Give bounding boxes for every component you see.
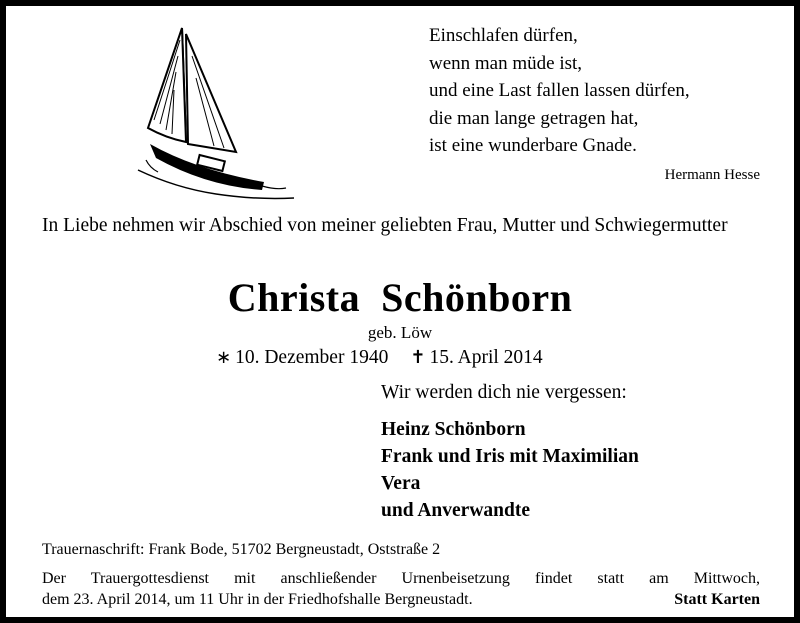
mourner: Heinz Schönborn (381, 419, 526, 440)
life-dates (216, 344, 543, 372)
birth-name: geb. Löw (367, 323, 433, 342)
birth-date: 10. Dezember 1940 (235, 347, 389, 368)
birth-star-icon: ∗ (216, 347, 232, 368)
poem-line: und eine Last fallen lassen dürfen, (429, 80, 690, 101)
farewell-text: Wir werden dich nie vergessen: (381, 382, 627, 403)
poem-line: die man lange getragen hat, (429, 107, 639, 129)
mourning-address: Trauernaschrift: Frank Bode, 51702 Bergneustadt, Oststraße 2 (42, 541, 441, 558)
death-cross-icon: ✝ (410, 347, 426, 368)
sailboat-icon (136, 20, 296, 202)
poem (429, 22, 690, 160)
death-date: 15. April 2014 (429, 347, 543, 368)
mourner: und Anverwandte (381, 500, 530, 521)
mourner: Vera (381, 473, 421, 494)
deceased-name: Christa Schönborn (227, 275, 573, 320)
mourners-list (381, 416, 639, 524)
poem-line: ist eine wunderbare Gnade. (429, 135, 637, 156)
service-line-wrapper (42, 589, 760, 610)
statt-karten: Statt Karten (674, 591, 760, 608)
funeral-service-info (42, 568, 760, 610)
service-line: Der Trauergottesdienst mit anschließender Urnenbeisetzung findet statt am Mittwoch, (42, 570, 760, 587)
mourner: Frank und Iris mit Maximilian (381, 446, 639, 467)
intro-text: In Liebe nehmen wir Abschied von meiner geliebten Frau, Mutter und Schwiegermutter (42, 215, 728, 236)
poem-author: Hermann Hesse (664, 167, 760, 183)
poem-line: wenn man müde ist, (429, 52, 583, 74)
poem-line: Einschlafen dürfen, (429, 25, 578, 46)
service-line: dem 23. April 2014, um 11 Uhr in der Friedhofshalle Bergneustadt. (42, 591, 473, 608)
